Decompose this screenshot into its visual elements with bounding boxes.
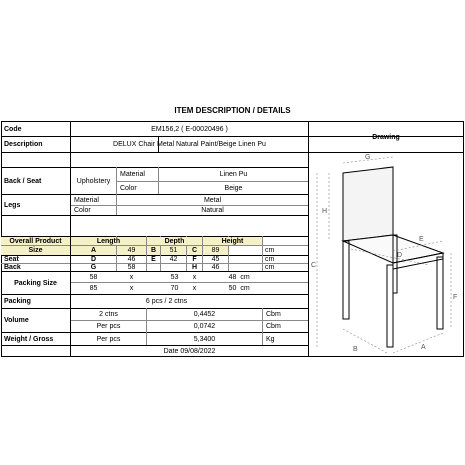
date-label: Date 09/08/2022 [163, 348, 216, 355]
packing-row2-length: 85 [89, 285, 98, 292]
packing-row1-x1: x [129, 273, 134, 281]
packing-row2-x2: x [192, 285, 197, 292]
dim-e-letter: E [151, 256, 156, 263]
weight-label: Weight / Gross [4, 335, 54, 343]
dim-d-value: 46 [127, 256, 136, 263]
description-label: Description [4, 141, 43, 148]
dim-a-letter: A [71, 246, 116, 255]
chair-drawing [309, 153, 463, 357]
dim-g-letter: G [90, 264, 97, 271]
packing-row2-x1: x [129, 285, 134, 292]
overall-product-header: Overall Product [1, 237, 70, 245]
drawing-label-a: A [421, 344, 426, 351]
packing-label: Packing [4, 298, 31, 305]
length-header: Length [71, 237, 146, 245]
sheet-title: ITEM DESCRIPTION / DETAILS [174, 106, 291, 115]
back-seat-label: Back / Seat [4, 177, 42, 185]
drawing-label-d: D [397, 252, 403, 259]
overall-unit: cm [265, 247, 275, 254]
seat-unit: cm [265, 256, 275, 263]
drawing-label-g: G [365, 154, 371, 161]
drawing-label: Drawing [372, 133, 400, 141]
drawing-label-c: C [311, 262, 317, 269]
packing-row1-depth: 53 [170, 273, 179, 281]
drawing-label-h: H [322, 208, 328, 215]
volume-row1-value: 0,4452 [193, 311, 216, 318]
volume-row2-unit: Cbm [266, 323, 281, 330]
packing-value: 6 pcs / 2 ctns [145, 298, 188, 305]
legs-color-value: Natural [201, 207, 224, 214]
legs-label: Legs [4, 201, 21, 209]
packing-row1-unit: cm [240, 273, 250, 281]
packing-row1-length: 58 [89, 273, 98, 281]
description-value: DELUX Chair Metal Natural Paint/Beige Linen Pu [113, 141, 266, 148]
dim-b-value: 51 [161, 246, 186, 255]
upholstery-color-value: Beige [224, 184, 243, 192]
height-header: Height [203, 237, 262, 245]
seat-label: Seat [4, 256, 19, 263]
packing-row1-height: 48 [228, 273, 237, 281]
volume-label: Volume [4, 317, 29, 324]
drawing-label-e: E [419, 236, 424, 243]
drawing-label-b: B [353, 346, 358, 353]
volume-row1-qty: 2 ctns [99, 311, 118, 318]
dim-g-value: 58 [127, 264, 136, 271]
packing-row2-depth: 70 [170, 285, 179, 292]
upholstery-color-label: Color [120, 184, 137, 192]
dim-c-value: 89 [203, 246, 228, 255]
dim-e-value: 42 [169, 256, 178, 263]
dim-d-letter: D [90, 256, 97, 263]
legs-material-label: Material [74, 196, 99, 204]
upholstery-label: Upholstery [76, 177, 111, 185]
packing-row2-unit: cm [240, 285, 250, 292]
legs-color-label: Color [74, 207, 91, 214]
upholstery-material-value: Linen Pu [219, 171, 248, 178]
packing-size-label: Packing Size [14, 279, 57, 287]
depth-header: Depth [147, 237, 202, 245]
dim-f-letter: F [192, 256, 197, 263]
dim-h-letter: H [191, 264, 198, 271]
volume-row2-qty: Per pcs [96, 323, 121, 330]
dim-a-value: 49 [117, 246, 146, 255]
legs-material-value: Metal [203, 196, 222, 204]
weight-qty: Per pcs [96, 335, 121, 343]
weight-value: 5,3400 [193, 335, 216, 343]
dim-c-letter: C [187, 246, 202, 255]
packing-row1-x2: x [192, 273, 197, 281]
code-label: Code [4, 125, 22, 133]
dim-f-value: 45 [211, 256, 220, 263]
packing-row2-height: 50 [228, 285, 237, 292]
volume-row1-unit: Cbm [266, 311, 281, 318]
back-unit: cm [265, 264, 275, 271]
dim-h-value: 46 [211, 264, 220, 271]
upholstery-material-label: Material [120, 171, 145, 178]
dim-b-letter: B [147, 246, 160, 255]
drawing-label-f: F [453, 294, 458, 301]
volume-row2-value: 0,0742 [193, 323, 216, 330]
size-label: Size [1, 246, 70, 255]
back-label: Back [4, 264, 21, 271]
weight-unit: Kg [266, 335, 275, 343]
code-value: EM156,2 ( E-00020496 ) [151, 125, 228, 133]
